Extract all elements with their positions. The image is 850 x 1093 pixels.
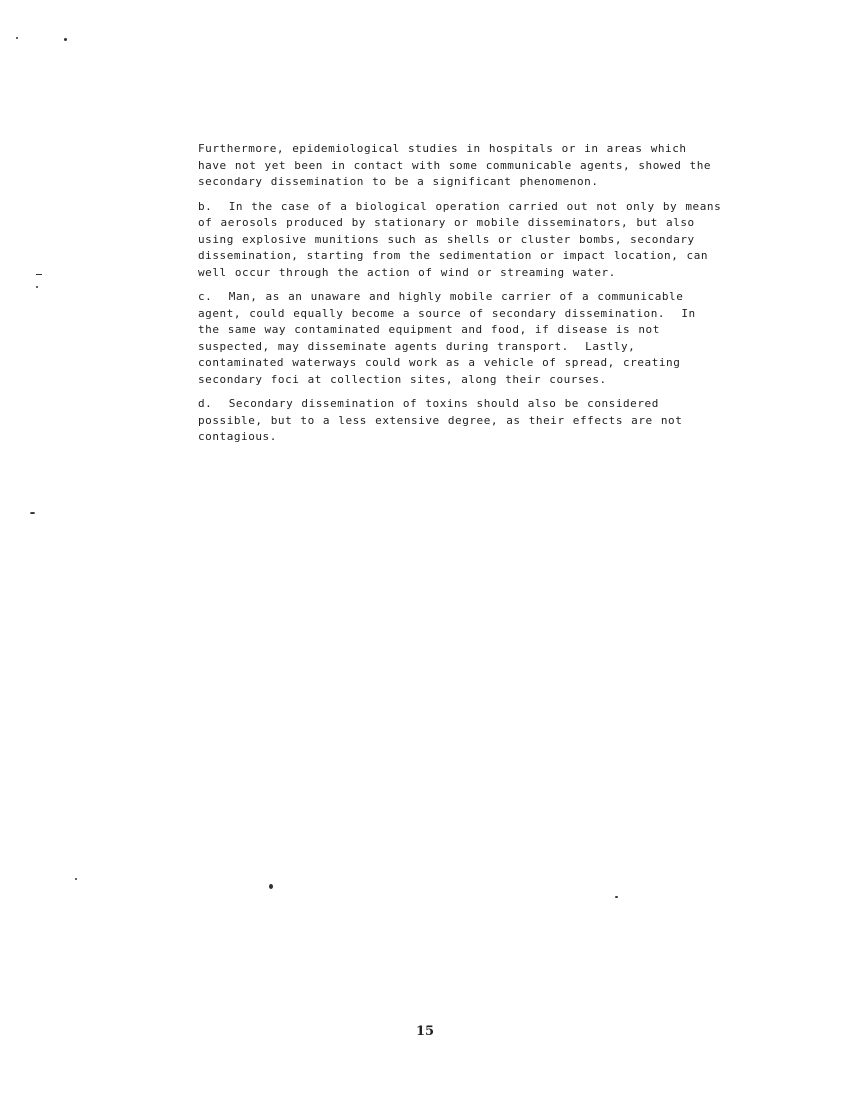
scan-speck — [36, 286, 38, 288]
text-line: contaminated waterways could work as a vehicle of spread, creating — [198, 356, 681, 369]
text-line: using explosive munitions such as shells or cluster bombs, secondary — [198, 232, 695, 246]
text-line: have not yet been in contact with some communicable agents, showed the — [198, 158, 712, 172]
scan-speck — [36, 274, 42, 275]
scan-speck — [75, 878, 77, 880]
text-line: dissemination, starting from the sedimentation or impact location, can — [198, 249, 709, 262]
text-line: contagious. — [198, 430, 277, 443]
text-line: well occur through the action of wind or streaming water. — [198, 265, 616, 279]
text-line: possible, but to a less extensive degree, as their effects are not — [198, 413, 683, 427]
text-line: secondary foci at collection sites, along their courses. — [198, 372, 607, 386]
text-line: suspected, may disseminate agents during transport. Lastly, — [198, 339, 636, 353]
scan-speck — [30, 512, 35, 514]
page-number: 15 — [415, 1024, 435, 1039]
text-line: secondary dissemination to be a significant phenomenon. — [198, 175, 599, 188]
paragraph-b — [198, 199, 788, 282]
text-line: agent, could equally become a source of secondary dissemination. In — [198, 306, 696, 320]
body-text — [198, 141, 788, 454]
text-line: of aerosols produced by stationary or mobile disseminators, but also — [198, 216, 695, 229]
text-line: d. Secondary dissemination of toxins should also be considered — [198, 397, 659, 410]
paragraph-d — [198, 396, 788, 446]
paragraph-intro — [198, 141, 788, 191]
scan-speck — [16, 37, 18, 39]
scan-speck — [615, 896, 618, 898]
scan-speck — [269, 884, 273, 889]
text-line: b. In the case of a biological operation carried out not only by means — [198, 199, 722, 213]
text-line: c. Man, as an unaware and highly mobile carrier of a communicable — [198, 290, 684, 303]
text-line: the same way contaminated equipment and food, if disease is not — [198, 323, 660, 336]
paragraph-c — [198, 289, 788, 388]
text-line: Furthermore, epidemiological studies in hospitals or in areas which — [198, 142, 687, 155]
scan-speck — [64, 38, 67, 41]
